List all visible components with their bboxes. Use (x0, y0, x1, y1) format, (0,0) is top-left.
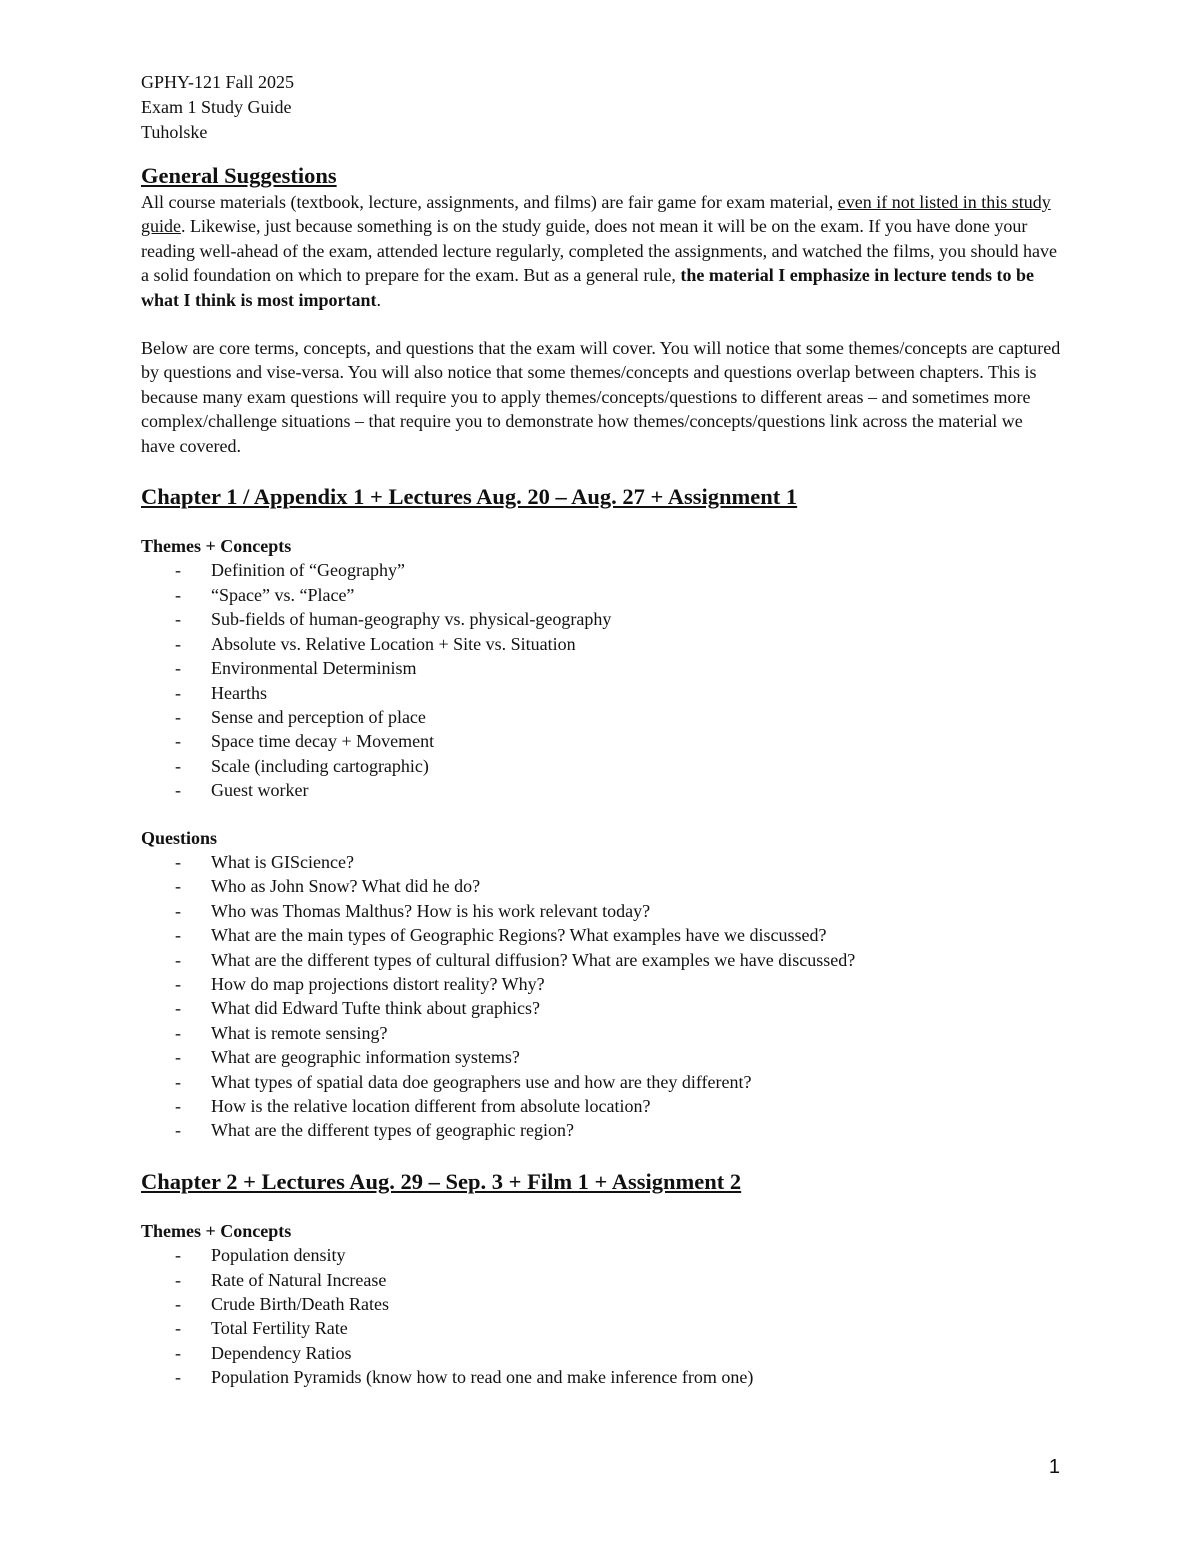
list-item-text: Guest worker (211, 780, 309, 801)
list-item (141, 972, 1061, 996)
dash-bullet: - (175, 609, 181, 630)
dash-bullet: - (175, 876, 181, 897)
list-item-text: Definition of “Geography” (211, 560, 405, 581)
p1-text-end: . (376, 289, 382, 310)
dash-bullet: - (175, 682, 181, 703)
list-item (141, 656, 1061, 680)
list-item-text: How do map projections distort reality? Why? (211, 973, 545, 994)
list-item (141, 1094, 1061, 1118)
list-item (141, 1021, 1061, 1045)
p1-text-middle: . Likewise, just because something is on the study guide, does not mean it will be on the exam. If you have done your reading well-ahead of the exam, attended lecture regularly, completed the assignments, and watched the films, you should have a solid foundation on which to prepare for the exam. But as a general rule, (141, 216, 1058, 286)
dash-bullet: - (175, 1096, 181, 1116)
dash-bullet: - (175, 633, 181, 654)
list-item (141, 1045, 1061, 1069)
list-item (141, 923, 1061, 947)
course-line: GPHY-121 Fall 2025 (141, 72, 295, 92)
list-item-text: Population density (211, 1245, 346, 1266)
list-item (141, 874, 1061, 898)
list-item-text: Scale (including cartographic) (211, 755, 429, 776)
chapter1-heading: Chapter 1 / Appendix 1 + Lectures Aug. 20 – Aug. 27 + Assignment 1 (141, 484, 798, 510)
chapter1-questions-list (141, 850, 1061, 1143)
dash-bullet: - (175, 658, 181, 679)
dash-bullet: - (175, 1071, 181, 1092)
list-item (141, 607, 1061, 631)
list-item (141, 1268, 1061, 1292)
list-item (141, 754, 1061, 778)
list-item-text: Population Pyramids (know how to read one and make inference from one) (211, 1367, 754, 1388)
general-suggestions-heading: General Suggestions (141, 163, 337, 188)
dash-bullet: - (175, 584, 181, 605)
p1-text-start: All course materials (textbook, lecture, assignments, and films) are fair game for exam material, (141, 192, 838, 212)
list-item (141, 1118, 1061, 1142)
list-item-text: Who as John Snow? What did he do? (211, 876, 481, 897)
list-item (141, 583, 1061, 607)
page-number: 1 (1048, 1456, 1060, 1478)
dash-bullet: - (175, 780, 181, 801)
chapter2-themes-list (141, 1243, 1061, 1389)
chapter2-themes-label: Themes + Concepts (141, 1220, 292, 1241)
list-item (141, 778, 1061, 802)
dash-bullet: - (175, 925, 181, 946)
list-item-text: What is remote sensing? (211, 1022, 388, 1043)
list-item-text: Sub-fields of human-geography vs. physical-geography (211, 609, 612, 630)
dash-bullet: - (175, 1342, 181, 1363)
dash-bullet: - (175, 900, 181, 921)
dash-bullet: - (175, 1367, 181, 1388)
p1-underlined-text: even if not listed in this study guide (141, 192, 1051, 237)
author-line: Tuholske (141, 122, 208, 142)
document-title: Exam 1 Study Guide (141, 97, 292, 117)
document-page (141, 70, 1061, 1390)
list-item-text: “Space” vs. “Place” (211, 584, 355, 605)
list-item (141, 1292, 1061, 1316)
list-item-text: Sense and perception of place (211, 706, 426, 727)
list-item (141, 1365, 1061, 1389)
list-item (141, 1316, 1061, 1340)
dash-bullet: - (175, 1245, 181, 1266)
list-item-text: Crude Birth/Death Rates (211, 1294, 389, 1315)
list-item (141, 1341, 1061, 1365)
list-item (141, 558, 1061, 582)
chapter1-themes-list (141, 558, 1061, 802)
dash-bullet: - (175, 755, 181, 776)
list-item-text: Hearths (211, 682, 267, 703)
dash-bullet: - (175, 1318, 181, 1339)
list-item (141, 681, 1061, 705)
list-item-text: Rate of Natural Increase (211, 1269, 387, 1290)
list-item (141, 1070, 1061, 1094)
list-item-text: Space time decay + Movement (211, 731, 435, 752)
list-item-text: What did Edward Tufte think about graphics? (211, 998, 540, 1019)
dash-bullet: - (175, 731, 181, 752)
list-item (141, 1243, 1061, 1267)
dash-bullet: - (175, 851, 181, 872)
list-item (141, 948, 1061, 972)
list-item (141, 996, 1061, 1020)
list-item-text: Who was Thomas Malthus? How is his work relevant today? (211, 900, 651, 921)
dash-bullet: - (175, 949, 181, 970)
list-item-text: What types of spatial data doe geographers use and how are they different? (211, 1071, 752, 1092)
dash-bullet: - (175, 1294, 181, 1315)
chapter1-questions-label: Questions (141, 827, 218, 848)
document-header (141, 70, 1061, 145)
general-paragraph-2: Below are core terms, concepts, and questions that the exam will cover. You will notice that some themes/concepts are captured by questions and vise-versa. You will also notice that some themes/concepts and questions overlap between chapters. This is because many exam questions will require you to apply themes/concepts/questions to different areas – and sometimes more complex/challenge situations – that require you to demonstrate how themes/concepts/questions link across the material we have covered. (141, 338, 1061, 456)
list-item-text: What are the different types of geographic region? (211, 1120, 575, 1141)
dash-bullet: - (175, 1120, 181, 1141)
list-item (141, 899, 1061, 923)
list-item-text: Absolute vs. Relative Location + Site vs. Situation (211, 633, 576, 654)
list-item (141, 850, 1061, 874)
dash-bullet: - (175, 1022, 181, 1043)
list-item-text: How is the relative location different from absolute location? (211, 1096, 651, 1116)
list-item-text: What are the different types of cultural diffusion? What are examples we have discussed? (211, 949, 856, 970)
list-item (141, 705, 1061, 729)
chapter1-themes-label: Themes + Concepts (141, 536, 292, 557)
list-item-text: Dependency Ratios (211, 1342, 352, 1363)
chapter2-heading: Chapter 2 + Lectures Aug. 29 – Sep. 3 + Film 1 + Assignment 2 (141, 1168, 742, 1194)
dash-bullet: - (175, 973, 181, 994)
list-item-text: What are the main types of Geographic Regions? What examples have we discussed? (211, 925, 827, 946)
dash-bullet: - (175, 1269, 181, 1290)
dash-bullet: - (175, 1047, 181, 1068)
general-paragraph-1 (141, 190, 1061, 312)
list-item-text: Environmental Determinism (211, 658, 417, 679)
list-item-text: What are geographic information systems? (211, 1047, 520, 1068)
p1-bold-text: the material I emphasize in lecture tends to be what I think is most important (141, 265, 1034, 310)
dash-bullet: - (175, 998, 181, 1019)
dash-bullet: - (175, 560, 181, 581)
list-item (141, 729, 1061, 753)
list-item-text: Total Fertility Rate (211, 1318, 348, 1339)
dash-bullet: - (175, 706, 181, 727)
list-item-text: What is GIScience? (211, 851, 354, 872)
list-item (141, 632, 1061, 656)
